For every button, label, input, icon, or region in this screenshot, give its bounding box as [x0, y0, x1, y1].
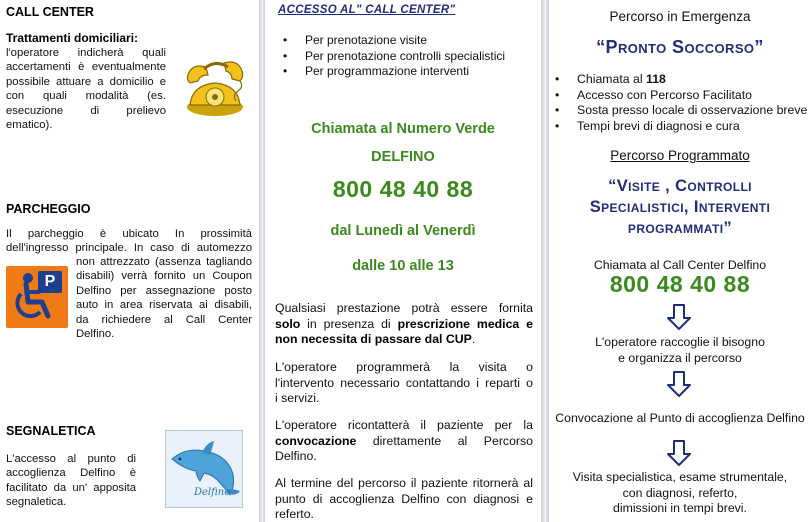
parking-line: da richiedere al Call Center	[76, 313, 252, 326]
paragraph-line	[275, 317, 533, 333]
signage-line: L'accesso al punto di	[6, 453, 136, 465]
step-line: con diagnosi, referto,	[622, 485, 738, 500]
paragraph-end-of-path	[275, 476, 533, 522]
column-center	[265, 0, 541, 522]
parking-line: auto in area riservata ai disabili,	[76, 299, 252, 312]
call-name-delfino: DELFINO	[371, 149, 435, 165]
access-bullet-list	[277, 33, 505, 80]
parking-heading: PARCHEGGIO	[6, 202, 91, 216]
programmed-line: programmati”	[627, 219, 733, 237]
programmed-path-title: Percorso Programmato	[610, 148, 750, 163]
treatments-line: possibile attuare a domicilio e	[6, 75, 166, 88]
treatments-line: accertamenti è eventualmente	[6, 61, 166, 74]
step-operator-collects	[549, 335, 811, 366]
paragraph-line	[275, 449, 533, 465]
call-center-heading: CALL CENTER	[6, 5, 94, 19]
treatments-title: Trattamenti domiciliari:	[6, 31, 139, 45]
paragraph-text: in presenza di	[300, 316, 398, 331]
paragraph-line: l'intervento necessario contattando i reparti o	[275, 375, 533, 390]
dolphin-logo-icon	[165, 430, 243, 508]
access-bullet-item: • Per prenotazione visite	[277, 33, 505, 49]
paragraph-bold: convocazione	[275, 433, 357, 448]
parking-line: disabili) verrà fornito un Coupon	[76, 270, 252, 283]
paragraph-line	[275, 332, 533, 348]
step-line: e organizza il percorso	[618, 350, 742, 365]
call-center-label: Chiamata al Call Center Delfino	[593, 258, 767, 272]
paragraph-line: L'operatore programmerà la visita o	[275, 360, 533, 374]
wheelchair-icon	[6, 266, 68, 328]
parking-line: Delfino.	[76, 328, 115, 341]
call-center-number: 800 48 40 88	[609, 271, 751, 297]
treatments-line: con quali modalità (es.	[6, 90, 166, 103]
emergency-name: “Pronto Soccorso”	[596, 37, 764, 57]
column-right	[549, 0, 811, 522]
paragraph-text: Qualsiasi prestazione potrà essere fornita	[275, 301, 533, 315]
step-line: dimissioni in tempi brevi.	[613, 501, 747, 515]
down-arrow-icon	[666, 370, 692, 398]
emergency-bullet-list	[549, 72, 807, 134]
emergency-bullet-item: • Tempi brevi di diagnosi e cura	[549, 119, 807, 135]
paragraph-line: i servizi.	[275, 391, 320, 406]
paragraph-line	[275, 301, 533, 317]
programmed-line: Specialistici, Interventi	[589, 198, 771, 216]
paragraph-text: .	[471, 332, 476, 347]
paragraph-bold: non necessita di passare dal CUP	[275, 332, 472, 347]
programmed-name	[549, 176, 811, 239]
paragraph-line	[275, 418, 533, 434]
telephone-icon	[182, 55, 248, 119]
paragraph-operator-programs	[275, 360, 533, 407]
step-line: Visita specialistica, esame strumentale,	[572, 470, 788, 484]
paragraph-text: direttamente al Percorso	[356, 433, 533, 448]
toll-free-number: 800 48 40 88	[332, 176, 474, 202]
call-toll-free-line: Chiamata al Numero Verde	[311, 121, 495, 137]
paragraph-convocation	[275, 418, 533, 465]
signage-text	[6, 452, 136, 510]
access-call-center-heading: ACCESSO AL" CALL CENTER"	[278, 4, 456, 16]
days-open: dal Lunedì al Venerdì	[330, 223, 476, 239]
column-left	[0, 0, 259, 522]
paragraph-bold: prescrizione medica e	[397, 316, 533, 331]
signage-heading: SEGNALETICA	[6, 424, 96, 438]
paragraph-line	[275, 434, 533, 450]
signage-line: facilitato da un' apposita	[6, 481, 136, 494]
signage-line: segnaletica.	[6, 496, 67, 509]
down-arrow-icon	[666, 439, 692, 467]
step-convocation: Convocazione al Punto di accoglienza Delfino	[555, 411, 805, 425]
parking-line: non attrezzato (assenza tagliando	[76, 256, 252, 268]
parking-text-side	[76, 255, 252, 341]
paragraph-prescription	[275, 301, 533, 348]
parking-line: Delfino per assegnazione posto	[76, 284, 252, 297]
treatments-text	[6, 46, 166, 132]
emergency-number: 118	[646, 72, 666, 86]
parking-sign-letter: P	[38, 271, 62, 293]
paragraph-line: Al termine del percorso il paziente ritornerà al	[275, 476, 533, 490]
dolphin-logo-text: Delfino	[194, 487, 231, 498]
paragraph-line: punto di accoglienza Delfino con diagnosi e	[275, 491, 533, 506]
paragraph-line: referto.	[275, 507, 314, 522]
emergency-bullet-text: Chiamata al	[577, 72, 647, 86]
down-arrow-icon	[666, 303, 692, 331]
emergency-path-title: Percorso in Emergenza	[609, 9, 751, 24]
parking-line: Il parcheggio è ubicato In prossimità	[6, 228, 252, 240]
step-line: L'operatore raccoglie il bisogno	[595, 335, 765, 349]
step-visit-diagnosis	[549, 470, 811, 517]
signage-line: accoglienza Delfino è	[6, 467, 136, 480]
emergency-bullet-item: • Accesso con Percorso Facilitato	[549, 88, 807, 104]
access-bullet-item: • Per programmazione interventi	[277, 64, 505, 80]
paragraph-bold: solo	[275, 316, 301, 331]
parking-text-top	[6, 227, 252, 256]
emergency-bullet-item	[549, 72, 807, 88]
programmed-line: “Visite , Controlli	[608, 177, 752, 195]
emergency-bullet-item: • Sosta presso locale di osservazione breve	[549, 103, 807, 119]
hours-open: dalle 10 alle 13	[352, 258, 454, 274]
parking-line: dell'ingresso principale. In caso di automezzo	[6, 242, 252, 255]
fold-gutter-2	[541, 0, 549, 522]
paragraph-text: L'operatore ricontatterà il paziente per la	[275, 418, 533, 432]
disabled-parking-icon	[6, 266, 68, 328]
access-bullet-item: • Per prenotazione controlli specialistici	[277, 49, 505, 65]
treatments-line: esecuzione di prelievo ematico).	[6, 104, 166, 132]
treatments-line: l'operatore indicherà quali	[6, 47, 166, 59]
paragraph-text: Delfino.	[275, 449, 317, 464]
